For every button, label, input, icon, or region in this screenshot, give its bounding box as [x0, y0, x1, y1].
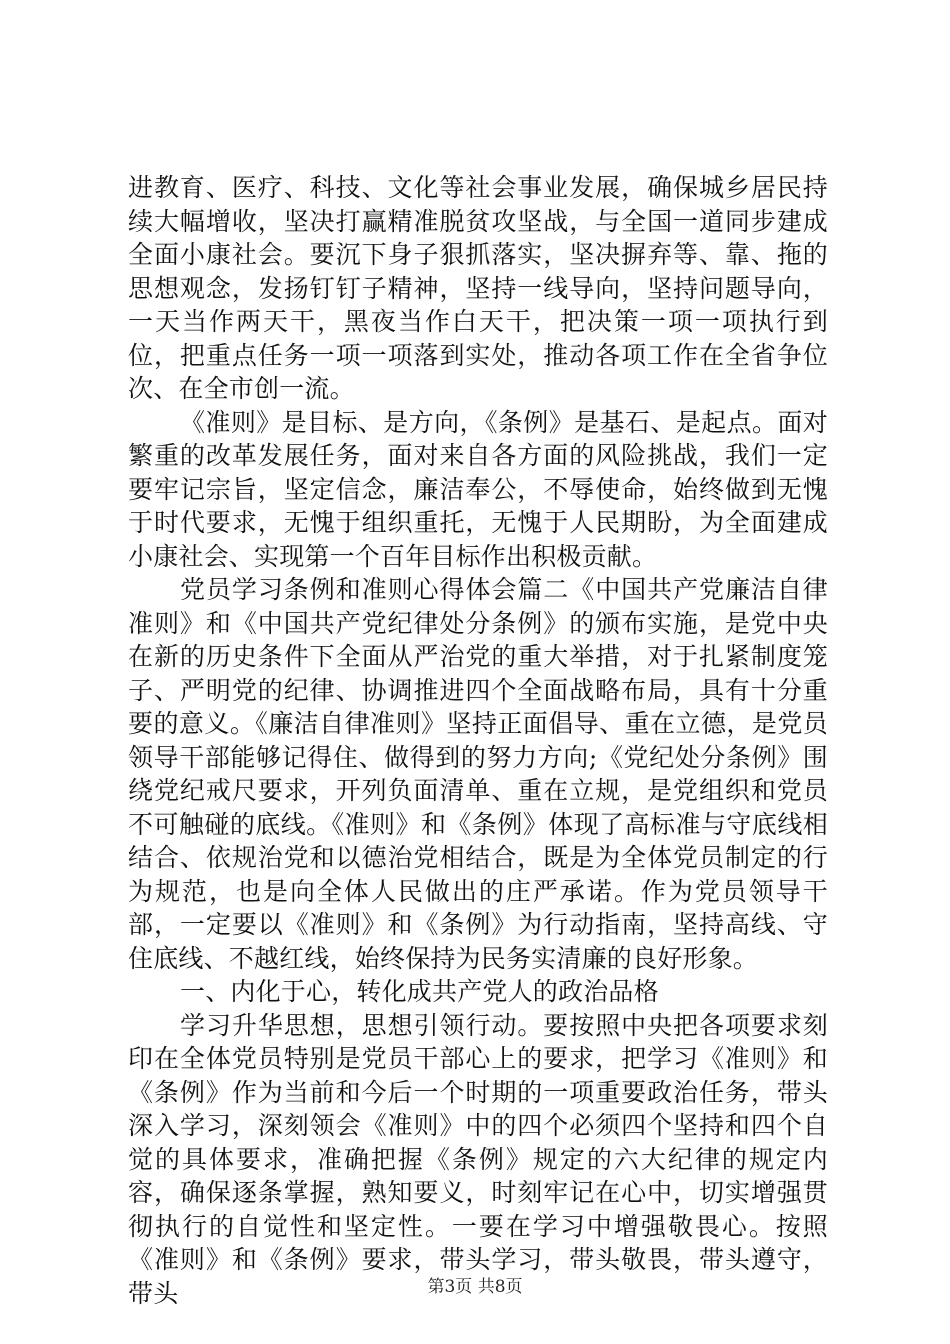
- section-heading: 一、内化于心，转化成共产党人的政治品格: [180, 977, 659, 1006]
- paragraph-1: 进教育、医疗、科技、文化等社会事业发展，确保城乡居民持续大幅增收，坚决打赢精准脱贫攻坚战，与全国一道同步建成全面小康社会。要沉下身子狠抓落实，坚决摒弃等、靠、拖的思想观念，发扬钉钉子精神，坚持一线导向，坚持问题导向，一天当作两天干，黑夜当作白天干，把决策一项一项执行到位，把重点任务一项一项落到实处，推动各项工作在全省争位次、在全市创一流。: [128, 173, 828, 403]
- paragraph-3: 党员学习条例和准则心得体会篇二《中国共产党廉洁自律准则》和《中国共产党纪律处分条例》的颁布实施，是党中央在新的历史条件下全面从严治党的重大举措，对于扎紧制度笼子、严明党的纪律、协调推进四个全面战略布局，具有十分重要的意义。《廉洁自律准则》坚持正面倡导、重在立德，是党员领导干部能够记得住、做得到的努力方向;《党纪处分条例》围绕党纪戒尺要求，开列负面清单、重在立规，是党组织和党员不可触碰的底线。《准则》和《条例》体现了高标准与守底线相结合、依规治党和以德治党相结合，既是为全体党员制定的行为规范，也是向全体人民做出的庄严承诺。作为党员领导干部，一定要以《准则》和《条例》为行动指南，坚持高线、守住底线、不越红线，始终保持为民务实清廉的良好形象。: [128, 575, 828, 973]
- document-body: [128, 171, 828, 1310]
- page-footer: 第3页 共8页: [427, 1277, 523, 1297]
- paragraph-5: 学习升华思想，思想引领行动。要按照中央把各项要求刻印在全体党员特别是党员干部心上的要求，把学习《准则》和《条例》作为当前和今后一个时期的一项重要政治任务，带头深入学习，深刻领会《准则》中的四个必须四个坚持和四个自觉的具体要求，准确把握《条例》规定的六大纪律的规定内容，确保逐条掌握，熟知要义，时刻牢记在心中，切实增强贯彻执行的自觉性和坚定性。一要在学习中增强敬畏心。按照《准则》和《条例》要求，带头学习，带头敬畏，带头遵守，带头: [128, 1010, 828, 1308]
- paragraph-2: 《准则》是目标、是方向，《条例》是基石、是起点。面对繁重的改革发展任务，面对来自各方面的风险挑战，我们一定要牢记宗旨，坚定信念，廉洁奉公，不辱使命，始终做到无愧于时代要求，无愧于组织重托，无愧于人民期盼，为全面建成小康社会、实现第一个百年目标作出积极贡献。: [128, 407, 828, 571]
